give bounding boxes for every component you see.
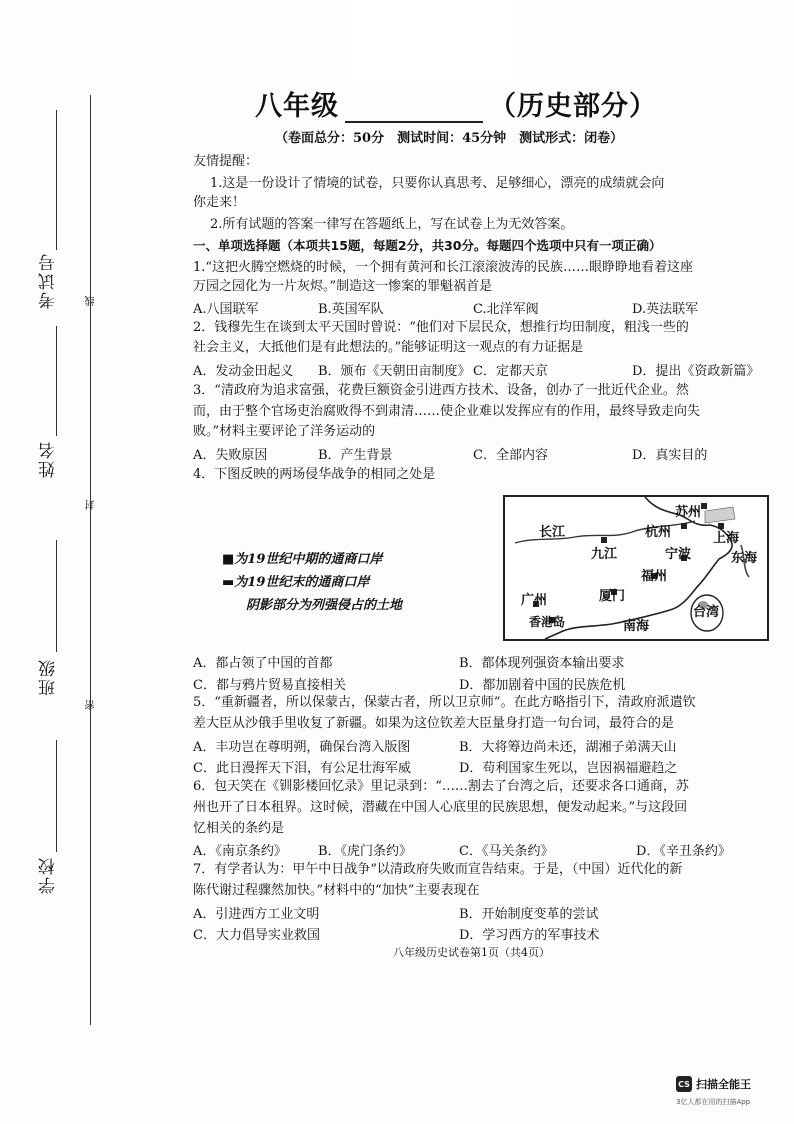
q5-option-b: B．大将筹边尚未还，湖湘子弟满天山 bbox=[459, 740, 677, 755]
q2-option-d: D．提出《资政新篇》 bbox=[632, 364, 760, 379]
map-label-suzhou: 苏州 bbox=[675, 505, 702, 520]
q6-stem-cont: 州也开了日本租界。这时候，潜藏在中国人心底里的民族思想，便发动起来。”与这段回 bbox=[193, 800, 688, 815]
scanner-watermark bbox=[676, 1076, 751, 1092]
class-label: 班级 bbox=[39, 658, 59, 696]
q7-option-a: A．引进西方工业文明 bbox=[193, 907, 320, 922]
school-underline bbox=[56, 740, 57, 852]
exam-number-label: 考试号 bbox=[39, 252, 59, 309]
q2-option-c: C．定都天京 bbox=[473, 364, 548, 379]
map-legend-late-century: ▬为19世纪末的通商口岸 bbox=[222, 575, 370, 590]
q5-option-a: A．丰功岂在尊明朔，确保台湾入版图 bbox=[193, 740, 411, 755]
q6-option-c: C．《马关条约》 bbox=[459, 844, 554, 859]
title-grade: 八年级 bbox=[255, 91, 339, 122]
name-label: 姓名 bbox=[39, 440, 59, 478]
q4-option-a: A．都占领了中国的首都 bbox=[193, 656, 333, 671]
port-hangzhou-marker bbox=[681, 523, 687, 529]
q6-stem-end: 忆相关的条约是 bbox=[193, 821, 285, 836]
page-footer: 八年级历史试卷第1页（共4页） bbox=[393, 946, 550, 959]
map-label-taiwan: 台湾 bbox=[693, 605, 720, 620]
map-label-donghai: 东海 bbox=[731, 551, 758, 566]
q2-option-b: B．颁布《天朝田亩制度》 bbox=[318, 364, 471, 379]
q2-stem: 2．钱穆先生在谈到太平天国时曾说：“他们对下层民众，想推行均田制度，粗浅一些的 bbox=[193, 320, 689, 335]
map-legend-occupied: 阴影部分为列强侵占的土地 bbox=[246, 598, 403, 613]
page-title bbox=[255, 84, 657, 123]
q5-stem: 5．“重新疆者，所以保蒙古，保蒙古者，所以卫京师”。在此方略指引下，清政府派遣钦 bbox=[193, 695, 696, 710]
q7-stem-cont: 陈代谢过程骤然加快。”材料中的“加快”主要表现在 bbox=[193, 883, 480, 898]
q3-option-a: A．失败原因 bbox=[193, 448, 268, 463]
q6-option-b: B．《虎门条约》 bbox=[318, 844, 413, 859]
q4-stem: 4．下图反映的两场侵华战争的相同之处是 bbox=[193, 467, 436, 482]
q2-stem-cont: 社会主义，大抵他们是有此想法的。”能够证明这一观点的有力证据是 bbox=[193, 340, 584, 355]
q5-option-c: C．此日漫挥天下泪，有公足壮海军威 bbox=[193, 761, 411, 776]
q3-option-b: B．产生背景 bbox=[318, 448, 393, 463]
q3-stem-end: 败。”材料主要评论了洋务运动的 bbox=[193, 424, 376, 439]
name-underline bbox=[56, 326, 57, 436]
binding-mark-line: 线 bbox=[86, 296, 97, 306]
q1-option-b: B.英国军队 bbox=[318, 302, 384, 317]
q5-option-d: D．苟利国家生死以，岂因祸福避趋之 bbox=[459, 761, 678, 776]
map-label-ningbo: 宁波 bbox=[665, 547, 692, 562]
map-legend-mid-century: ■为19世纪中期的通商口岸 bbox=[222, 552, 383, 567]
map-label-jiujiang: 九江 bbox=[591, 547, 618, 562]
map-label-changjiang: 长江 bbox=[539, 525, 566, 540]
q4-option-c: C．都与鸦片贸易直接相关 bbox=[193, 678, 346, 693]
scanner-tagline: 3亿人都在用的扫描App bbox=[676, 1098, 751, 1106]
q6-stem: 6．包天笑在《钏影楼回忆录》里记录到：“……割去了台湾之后，还要求各口通商，苏 bbox=[193, 779, 689, 794]
reminder-item1-cont: 你走来！ bbox=[193, 195, 246, 210]
q1-stem-cont: 万园之园化为一片灰烬。”制造这一惨案的罪魁祸首是 bbox=[193, 279, 493, 294]
q1-option-d: D.英法联军 bbox=[632, 302, 699, 317]
q7-option-b: B．开始制度变革的尝试 bbox=[459, 907, 599, 922]
exam-number-underline bbox=[56, 110, 57, 250]
q6-option-d: D．《辛丑条约》 bbox=[636, 844, 731, 859]
q6-option-a: A．《南京条约》 bbox=[193, 844, 287, 859]
tape-cover bbox=[352, 0, 512, 86]
binding-mark-secret: 密 bbox=[86, 700, 97, 710]
treaty-ports-map bbox=[503, 495, 769, 641]
map-label-fuzhou: 福州 bbox=[641, 569, 668, 584]
section-heading: 一、单项选择题（本项共15题，每题2分，共30分。每题四个选项中只有一项正确） bbox=[193, 238, 662, 253]
scanner-logo-icon: CS bbox=[676, 1076, 692, 1092]
title-subject: （历史部分） bbox=[489, 91, 657, 122]
school-label: 学校 bbox=[39, 856, 59, 894]
q5-stem-cont: 差大臣从沙俄手里收复了新疆。如果为这位钦差大臣量身打造一句台词，最符合的是 bbox=[193, 716, 675, 731]
q4-option-d: D．都加剧着中国的民族危机 bbox=[459, 678, 626, 693]
map-label-nanhai: 南海 bbox=[623, 619, 650, 634]
title-blank bbox=[345, 97, 483, 123]
map-label-shanghai: 上海 bbox=[713, 531, 740, 546]
q7-stem: 7．有学者认为：甲午中日战争“以清政府失败而宣告结束。于是，（中国）近代化的新 bbox=[193, 862, 683, 877]
scanner-name: 扫描全能王 bbox=[696, 1078, 751, 1091]
q4-option-b: B．都体现列强资本输出要求 bbox=[459, 656, 625, 671]
q7-option-c: C．大力倡导实业救国 bbox=[193, 928, 320, 943]
q1-option-a: A.八国联军 bbox=[193, 302, 259, 317]
q1-option-c: C.北洋军阀 bbox=[473, 302, 539, 317]
map-label-hangzhou: 杭州 bbox=[645, 525, 672, 540]
reminder-item1: 1.这是一份设计了情境的试卷，只要你认真思考、足够细心，漂亮的成绩就会向 bbox=[210, 176, 665, 191]
q3-stem-cont: 而，由于整个官场吏治腐败得不到肃清……使企业难以发挥应有的作用，最终导致走向失 bbox=[193, 404, 701, 419]
q3-stem: 3．“清政府为追求富强，花费巨额资金引进西方技术、设备，创办了一批近代企业。然 bbox=[193, 383, 689, 398]
binding-line bbox=[90, 95, 91, 1025]
map-label-hongkong: 香港岛 bbox=[529, 615, 566, 629]
exam-info: （卷面总分：50分 测试时间：45分钟 测试形式：闭卷） bbox=[275, 131, 624, 146]
map-label-xiamen: 厦门 bbox=[599, 589, 626, 604]
q1-stem: 1.“这把火腾空燃烧的时候，一个拥有黄河和长江滚滚波涛的民族……眼睁睁地看着这座 bbox=[193, 260, 694, 275]
reminder-heading: 友情提醒： bbox=[193, 154, 259, 169]
class-underline bbox=[56, 540, 57, 652]
q3-option-c: C．全部内容 bbox=[473, 448, 548, 463]
q2-option-a: A．发动金田起义 bbox=[193, 364, 294, 379]
map-label-guangzhou: 广州 bbox=[521, 593, 548, 608]
occupied-area-north bbox=[705, 507, 735, 523]
port-suzhou-marker bbox=[701, 503, 707, 509]
q7-option-d: D．学习西方的军事技术 bbox=[459, 928, 600, 943]
reminder-item2: 2.所有试题的答案一律写在答题纸上，写在试卷上为无效答案。 bbox=[210, 217, 574, 232]
q3-option-d: D．真实目的 bbox=[632, 448, 708, 463]
binding-mark-seal: 封 bbox=[86, 500, 97, 510]
